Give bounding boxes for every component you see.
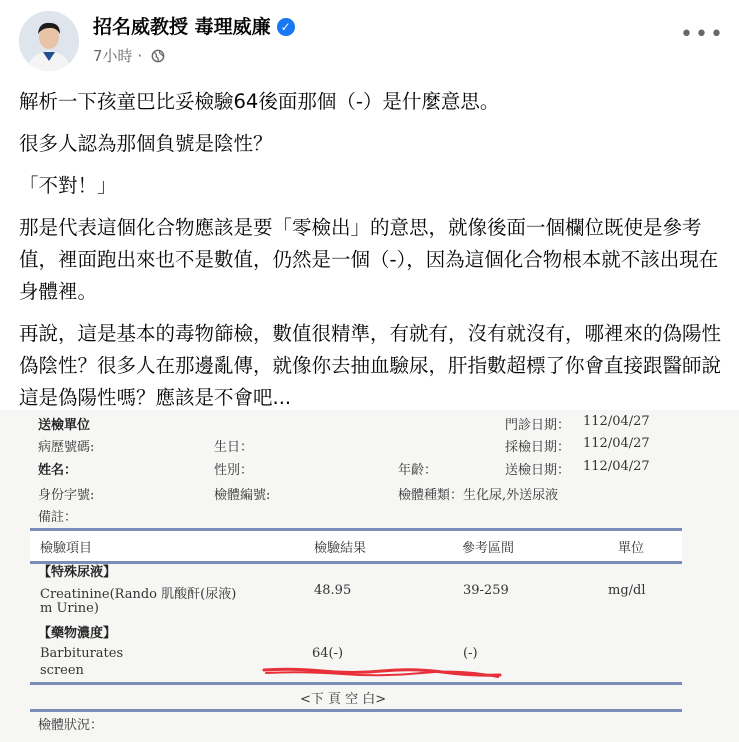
clinic-date-value: 112/04/27 [583,414,650,429]
col-header-reference: 參考區間 [462,541,515,556]
post-time[interactable]: 7小時 [93,47,133,65]
id-number-label: 身份字號: [38,488,95,503]
collection-date-label: 採檢日期： [505,440,571,455]
birthday-label: 生日： [214,440,254,455]
author-name-text[interactable]: 招名威教授 毒理威廉 [93,16,271,38]
post-paragraph: 很多人認為那個負號是陰性？ [19,132,273,155]
name-label: 姓名： [38,463,78,478]
col-header-result: 檢驗結果 [314,541,367,556]
col-header-item: 檢驗項目 [40,541,93,556]
table-footer [30,682,682,712]
table-header [30,528,682,564]
post-header [0,0,739,80]
specimen-type-label: 檢體種類：生化尿,外送尿液 [398,488,559,503]
post-paragraph: 解析一下孩童巴比妥檢驗64後面那個（-）是什麼意思。 [19,90,500,113]
post-paragraph: 那是代表這個化合物應該是要「零檢出」的意思，就像後面一個欄位既使是參考值，裡面跑出來也不是數值，仍然是一個（-），因為這個化合物根本就不該出現在身體裡。 [19,216,719,303]
section-special-urine: 【特殊尿液】 [38,565,117,580]
barbiturates-result: 64(-) [312,646,344,661]
specimen-status-label: 檢體狀況： [38,718,104,733]
more-options-icon[interactable]: ••• [680,22,725,47]
chart-number-label: 病歷號碼: [38,440,95,455]
author-name[interactable] [93,12,295,39]
creatinine-result: 48.95 [314,583,352,598]
barbiturates-reference: (-) [463,646,478,661]
age-label: 年齡： [398,463,438,478]
col-header-unit: 單位 [618,541,645,556]
blank-below-label: <下 頁 空 白> [300,692,387,707]
globe-icon [151,49,165,63]
post-paragraph: 再說，這是基本的毒物篩檢，數值很精準，有就有，沒有就沒有，哪裡來的偽陽性偽陰性？很多人在那邊亂傳，就像你去抽血驗尿，肝指數超標了你會直接跟醫師說這是偽陽性嗎？應該是不會吧... [19,322,722,409]
post-paragraph: 「不對！」 [19,174,117,197]
avatar-photo-icon [19,11,79,71]
post-body [19,86,724,424]
submit-date-value: 112/04/27 [583,459,650,474]
author-avatar[interactable] [19,11,79,71]
post-meta: 7小時 · [93,45,165,66]
collection-date-value: 112/04/27 [583,436,650,451]
submit-date-label: 送檢日期： [505,463,571,478]
clinic-date-label: 門診日期： [505,418,571,433]
lab-report-image[interactable] [0,410,739,742]
barbiturates-name-cont: screen [40,663,84,678]
verified-badge-icon: ✓ [277,18,295,36]
red-underline-icon [262,665,502,679]
barbiturates-name: Barbiturates [40,646,124,661]
specimen-number-label: 檢體編號: [214,488,271,503]
creatinine-name-cont: m Urine) [40,601,99,616]
sender-unit-label: 送檢單位 [38,418,91,433]
remarks-label: 備註： [38,510,78,525]
sex-label: 性別： [214,463,254,478]
creatinine-name: Creatinine(Rando 肌酸酐(尿液) [40,587,237,602]
section-drug-levels: 【藥物濃度】 [38,626,117,641]
creatinine-reference: 39-259 [463,583,509,598]
creatinine-unit: mg/dl [608,583,646,598]
